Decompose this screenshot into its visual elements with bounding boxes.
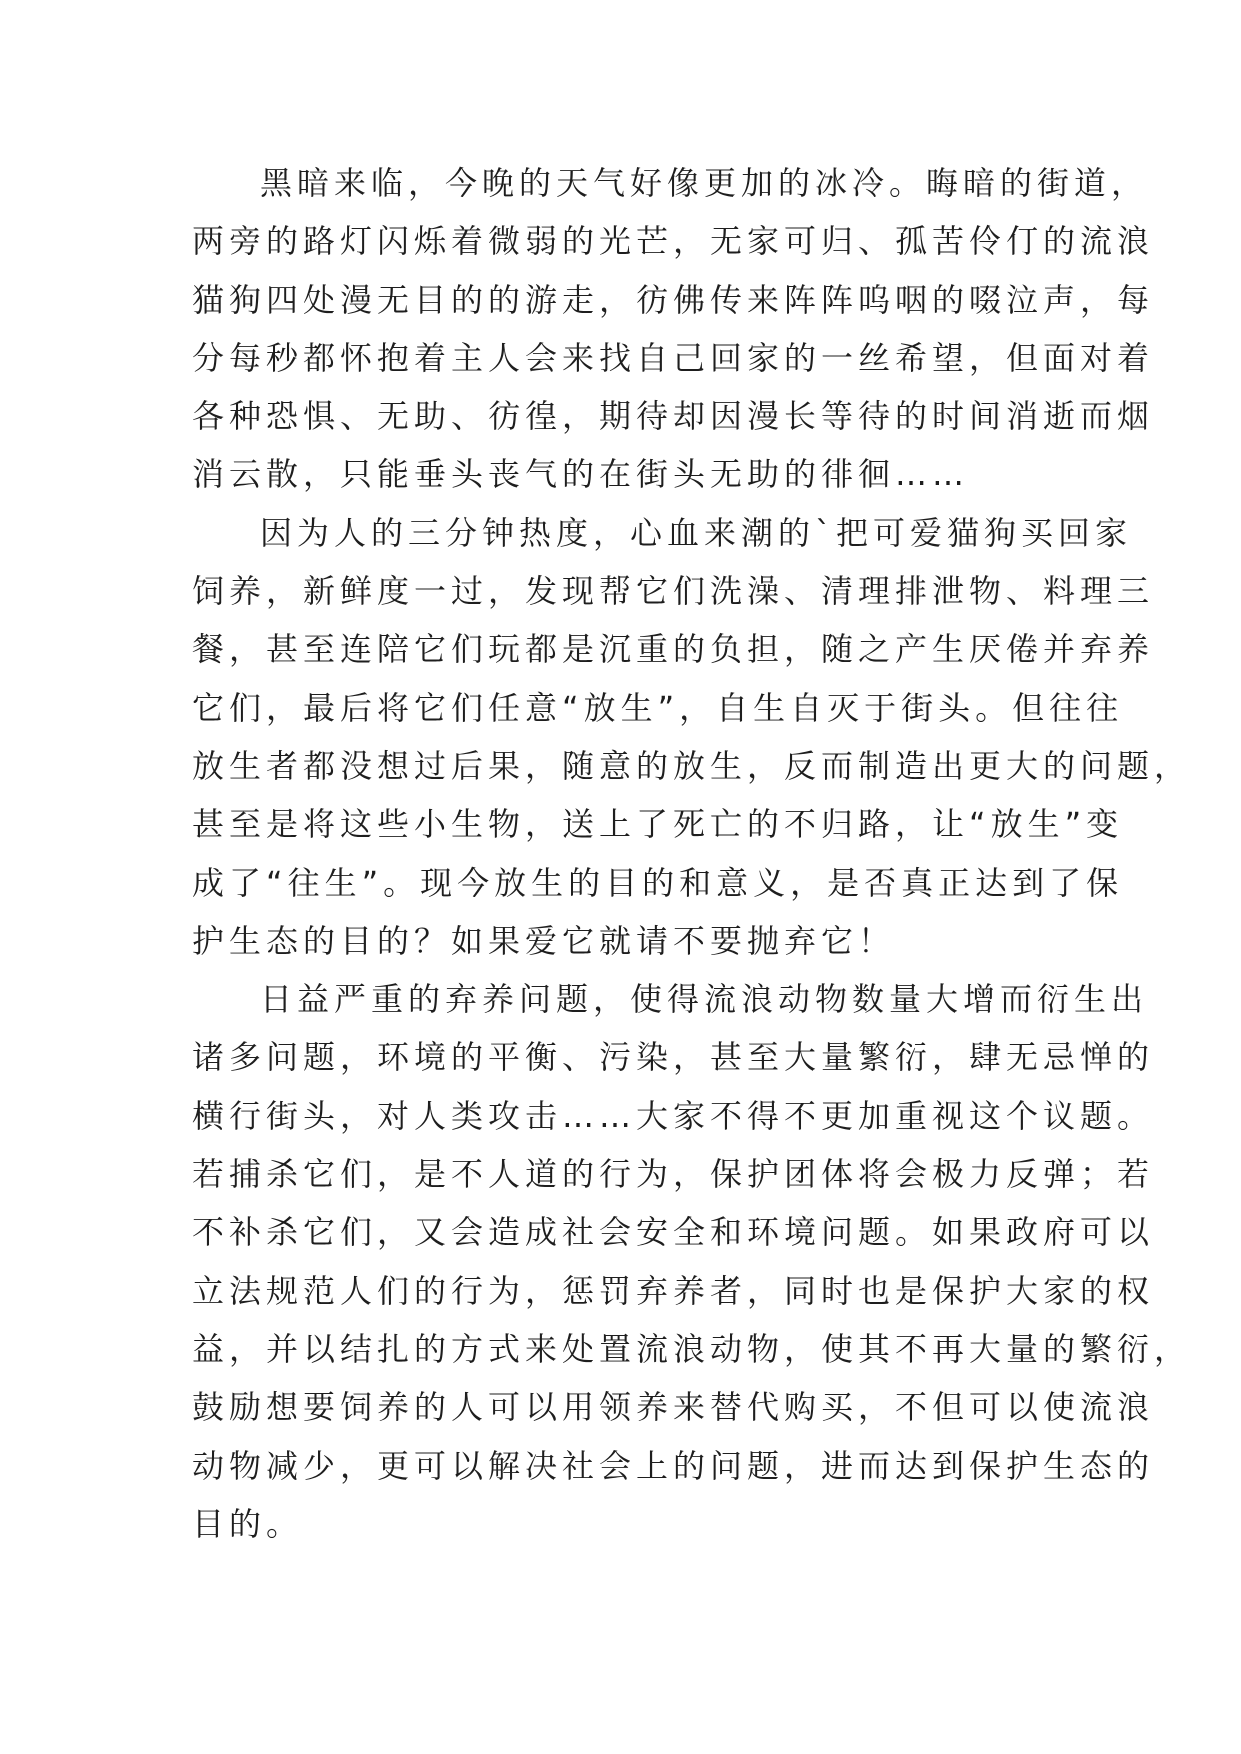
text-line: 日益严重的弃养问题，使得流浪动物数量大增而衍生出 xyxy=(260,980,1149,1019)
text-line: 益，并以结扎的方式来处置流浪动物，使其不再大量的繁衍， xyxy=(192,1329,1192,1368)
text-line: 饲养，新鲜度一过，发现帮它们洗澡、清理排泄物、料理三 xyxy=(192,572,1155,611)
text-line: 成了“往生”。现今放生的目的和意义，是否真正达到了保 xyxy=(192,863,1124,902)
text-line: 因为人的三分钟热度，心血来潮的`把可爱猫狗买回家 xyxy=(260,513,1133,552)
text-line: 诸多问题，环境的平衡、污染，甚至大量繁衍，肆无忌惮的 xyxy=(192,1038,1155,1077)
text-line: 护生态的目的？如果爱它就请不要抛弃它！ xyxy=(192,921,896,960)
text-line: 分每秒都怀抱着主人会来找自己回家的一丝希望，但面对着 xyxy=(192,338,1155,377)
paragraph-2 xyxy=(192,504,1192,970)
text-line: 两旁的路灯闪烁着微弱的光芒，无家可归、孤苦伶仃的流浪 xyxy=(192,222,1155,261)
text-line: 目的。 xyxy=(192,1504,304,1543)
text-line: 消云散，只能垂头丧气的在街头无助的徘徊…… xyxy=(192,455,970,494)
text-line: 甚至是将这些小生物，送上了死亡的不归路，让“放生”变 xyxy=(192,805,1124,844)
text-line: 餐，甚至连陪它们玩都是沉重的负担，随之产生厌倦并弃养 xyxy=(192,630,1155,669)
paragraph-3 xyxy=(192,970,1192,1553)
text-line: 鼓励想要饲养的人可以用领养来替代购买，不但可以使流浪 xyxy=(192,1388,1155,1427)
paragraph-1 xyxy=(192,154,1155,504)
text-line: 它们，最后将它们任意“放生”，自生自灭于街头。但往往 xyxy=(192,688,1124,727)
text-line: 立法规范人们的行为，惩罚弃养者，同时也是保护大家的权 xyxy=(192,1271,1155,1310)
text-line: 不补杀它们，又会造成社会安全和环境问题。如果政府可以 xyxy=(192,1213,1155,1252)
text-line: 黑暗来临，今晚的天气好像更加的冰冷。晦暗的街道， xyxy=(260,164,1149,202)
text-line: 放生者都没想过后果，随意的放生，反而制造出更大的问题， xyxy=(192,746,1192,785)
text-line: 若捕杀它们，是不人道的行为，保护团体将会极力反弹；若 xyxy=(192,1155,1155,1194)
text-line: 动物减少，更可以解决社会上的问题，进而达到保护生态的 xyxy=(192,1446,1155,1485)
text-line: 猫狗四处漫无目的的游走，彷佛传来阵阵呜咽的啜泣声，每 xyxy=(192,280,1155,319)
document-body xyxy=(192,154,1192,1553)
text-line: 各种恐惧、无助、彷徨，期待却因漫长等待的时间消逝而烟 xyxy=(192,397,1155,436)
text-line: 横行街头，对人类攻击……大家不得不更加重视这个议题。 xyxy=(192,1096,1155,1135)
